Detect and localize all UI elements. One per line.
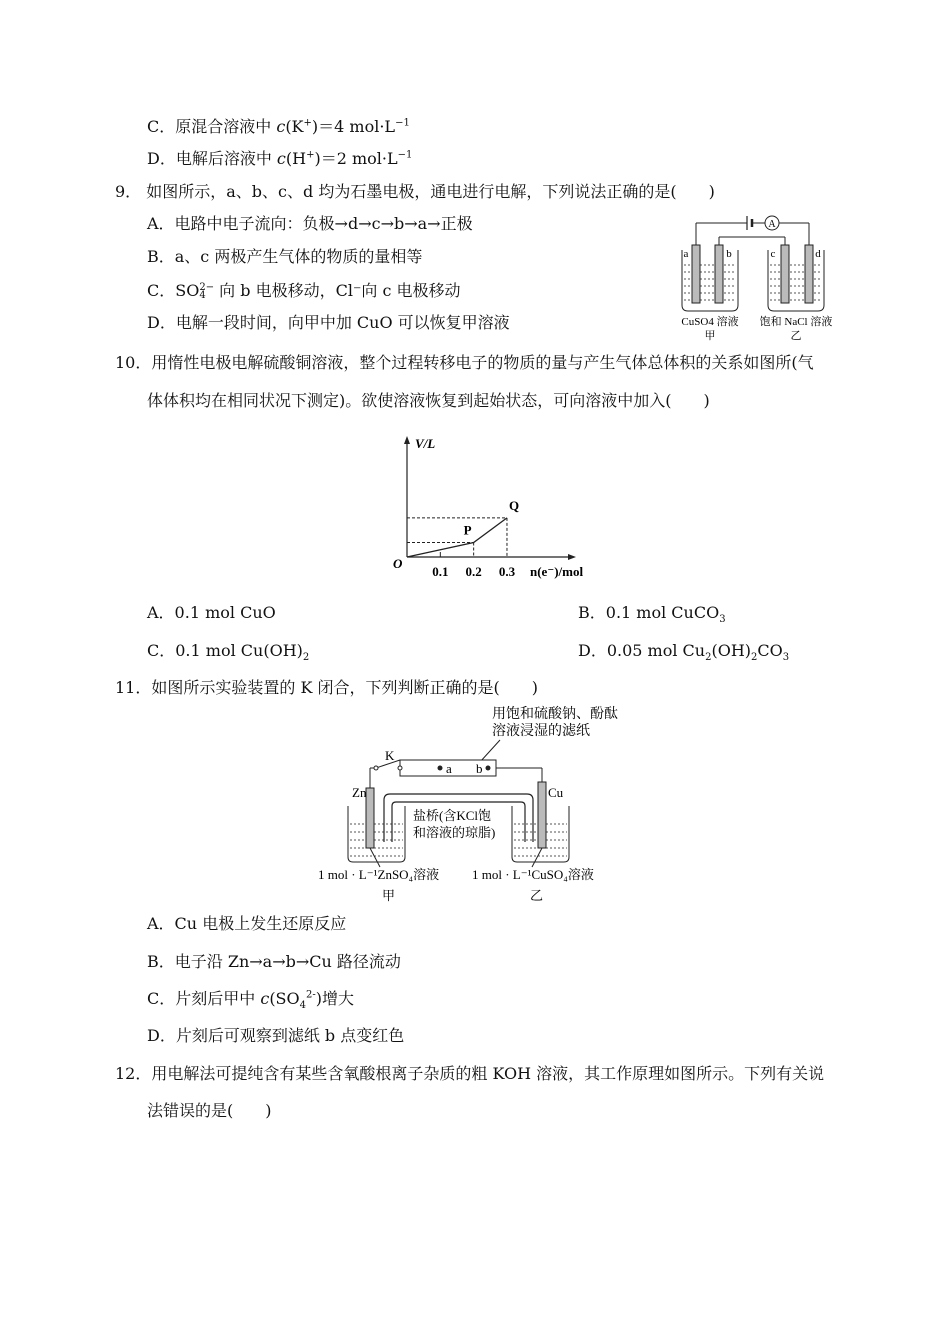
chart-ylabel: V/L (415, 436, 436, 451)
right-cell-name: 乙 (530, 888, 544, 903)
q9-stem: 9． 如图所示，a、b、c、d 均为石墨电极，通电进行电解，下列说法正确的是( ) (115, 182, 715, 201)
electrode-d-label: d (815, 248, 821, 260)
q10-option-c: C．0.1 mol $Cu(OH)_2$ (147, 641, 310, 664)
salt-bridge-label-2: 和溶液的琼脂) (413, 825, 496, 840)
salt-bridge-label-1: 盐桥(含KCl饱 (413, 808, 492, 823)
q9-option-a: A．电路中电子流向：负极→d→c→b→a→正极 (147, 214, 473, 233)
x-axis-arrow (568, 554, 576, 560)
tick-label-0: 0.1 (432, 564, 449, 579)
chart-axes (404, 436, 576, 560)
electrode-b-label: b (726, 248, 732, 260)
zn-label: Zn (352, 785, 367, 800)
q11-option-c: C．片刻后甲中 $c(SO_4^{2-})$增大 (147, 989, 355, 1012)
series-line (407, 518, 507, 557)
q10-option-d: D．0.05 mol $Cu_2(OH)_2CO_3$ (578, 641, 790, 664)
ammeter-label: A (768, 219, 776, 230)
q10-stem-line1: 10．用惰性电极电解硫酸铜溶液，整个过程转移电子的物质的量与产生气体总体积的关系如图所(气 (115, 353, 814, 372)
chart-xlabel: n(e⁻)/mol (530, 564, 584, 579)
q8-option-c: C．原混合溶液中 c(K+)＝4 $mol\cdot L^{-1}$ (147, 117, 410, 136)
switch-label: K (385, 748, 395, 763)
point-b-label: b (476, 761, 483, 776)
q11-option-b: B．电子沿 Zn→a→b→Cu 路径流动 (147, 952, 401, 971)
q10-chart (385, 430, 600, 585)
chart-series (407, 518, 507, 557)
y-axis-arrow (404, 436, 410, 444)
left-solution-label: CuSO4 溶液 (681, 316, 739, 328)
point-a-label: a (446, 761, 452, 776)
q10-option-a: A．0.1 mol CuO (147, 603, 276, 622)
left-cell-name: 甲 (704, 330, 716, 342)
right-solution-label: 1 mol · L⁻¹CuSO₄溶液 (472, 867, 594, 882)
q11-galvanic-figure (310, 702, 640, 907)
left-solution-label: 1 mol · L⁻¹ZnSO₄溶液 (318, 867, 440, 882)
chart-origin-label: O (393, 556, 403, 571)
q9-option-d: D．电解一段时间，向甲中加 CuO 可以恢复甲溶液 (147, 313, 510, 332)
q9-option-c: C．SO 2− 4 向 b 电极移动，Cl⁻向 c 电极移动 (147, 281, 461, 301)
cu-label: Cu (548, 785, 564, 800)
electrode-a-label: a (683, 248, 689, 260)
right-cell-name: 乙 (790, 330, 802, 342)
point-label-Q: Q (508, 497, 520, 513)
tick-label-1: 0.2 (465, 564, 482, 579)
point-label-P: P (463, 522, 472, 538)
q10-stem-line2: 体体积均在相同状况下测定)。欲使溶液恢复到起始状态，可向溶液中加入( ) (147, 391, 710, 410)
q8-option-d: D．电解后溶液中 c(H+)＝2 $mol\cdot L^{-1}$ (147, 149, 413, 168)
left-cell-name: 甲 (382, 888, 396, 903)
tick-label-2: 0.3 (498, 564, 516, 579)
electrode-c-label: c (770, 248, 776, 260)
q12-stem-line1: 12．用电解法可提纯含有某些含氧酸根离子杂质的粗 KOH 溶液，其工作原理如图所示。下列有关说 (115, 1064, 825, 1083)
q11-option-d: D．片刻后可观察到滤纸 b 点变红色 (147, 1026, 405, 1045)
q11-option-a: A．Cu 电极上发生还原反应 (147, 914, 347, 933)
chart-ticks (432, 552, 515, 579)
q11-stem: 11．如图所示实验装置的 K 闭合，下列判断正确的是( ) (115, 678, 538, 697)
q10-option-b: B．0.1 mol CuCO$_3$ (578, 603, 726, 626)
q9-option-b: B．a、c 两极产生气体的物质的量相等 (147, 247, 423, 266)
paper-label-1: 用饱和硫酸钠、酚酞 (492, 707, 618, 722)
paper-label-2: 溶液浸湿的滤纸 (492, 724, 590, 739)
q9-electrolysis-figure (672, 205, 842, 345)
chart-guides (407, 518, 507, 557)
chart-point-labels (464, 498, 519, 538)
q12-stem-line2: 法错误的是( ) (147, 1101, 272, 1120)
right-solution-label: 饱和 NaCl 溶液 (759, 316, 833, 328)
